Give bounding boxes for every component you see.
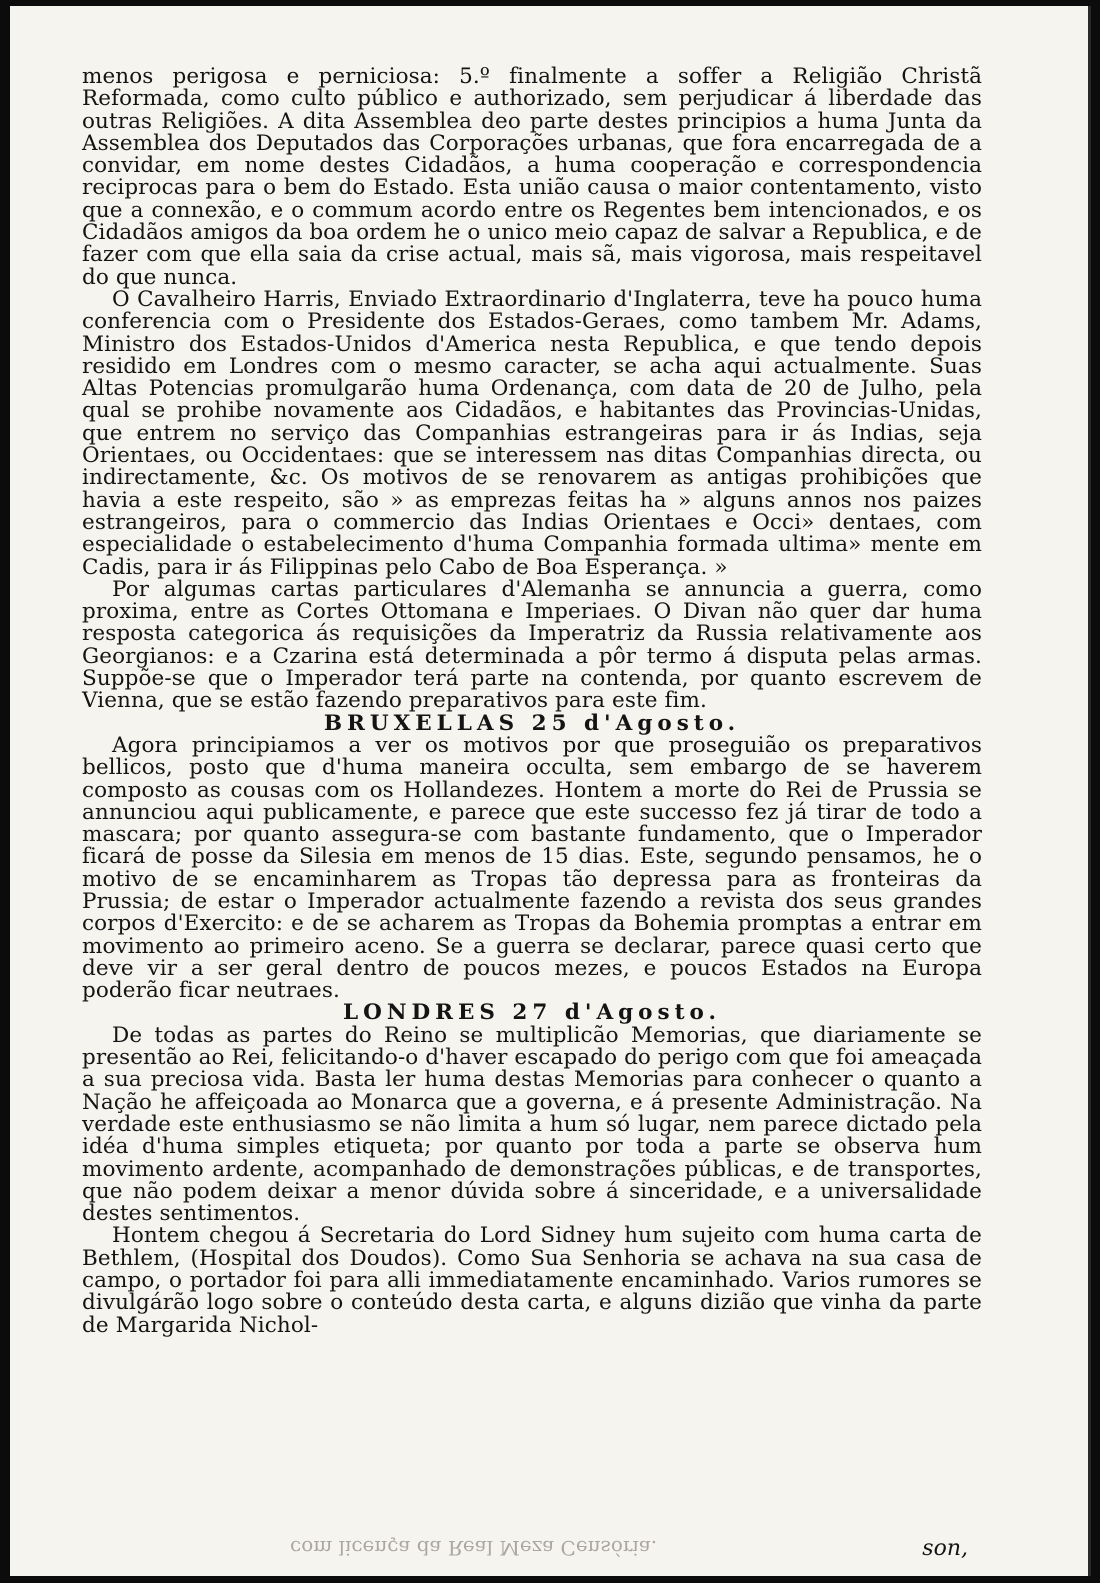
dateline-londres: LONDRES 27 d'Agosto. — [343, 1000, 721, 1026]
dateline-bruxellas: BRUXELLAS 25 d'Agosto. — [323, 710, 741, 736]
paragraph: Agora principiamos a ver os motivos por que proseguião os preparativos bellicos, posto que d'huma maneira occulta, sem embargo de se haverem composto as cousas com os Hollandezes. Hontem a morte do Rei de Prussia se annunciou aqui publicamente, e parece que este successo fez já tirar de todo a mascara; por quanto assegura-se com bastante fundamento, que o Imperador ficará de posse da Silesia em menos de 15 dias. Este, segundo pensamos, he o motivo de se encaminharem as Tropas tão depressa para as fronteiras da Prussia; de estar o Imperador actualmente fazendo a revista dos seus grandes corpos d'Exercito: e de se acharem as Tropas da Bohemia promptas a entrar em movimento ao primeiro aceno. Se a guerra se declarar, parece quasi certo que deve vir a ser geral dentro de poucos mezes, e poucos Estados na Europa poderão ficar neutraes. — [82, 732, 982, 1004]
paragraph: menos perigosa e perniciosa: 5.º finalmente a soffer a Religião Christã Reformada, como culto público e authorizado, sem perjudicar á liberdade das outras Religiões. A dita Assemblea deo parte destes principios a huma Junta da Assemblea dos Deputados das Corporações urbanas, que fora encarregada de a convidar, em nome destes Cidadãos, a huma cooperação e correspondencia reciprocas para o bem do Estado. Esta união causa o maior contentamento, visto que a connexão, e o commum acordo entre os Regentes bem intencionados, e os Cidadãos amigos da boa ordem he o unico meio capaz de salvar a Republica, e de fazer com que ella saia da crise actual, mais sã, mais vigorosa, mais respeitavel do que nunca. — [82, 64, 982, 290]
bleed-through-text: com licença da Real Meza Censória. — [290, 1536, 658, 1560]
paragraph: Por algumas cartas particulares d'Alemanha se annuncia a guerra, como proxima, entre as Cortes Ottomana e Imperiaes. O Divan não quer dar huma resposta categorica ás requisições da Imperatriz da Russia relativamente aos Georgianos: e a Czarina está determinada a pôr termo á disputa pelas armas. Suppõe-se que o Imperador terá parte na contenda, por quanto escrevem de Vienna, que se estão fazendo preparativos para este fim. — [82, 576, 982, 714]
paragraph: Hontem chegou á Secretaria do Lord Sidney hum sujeito com huma carta de Bethlem, (Hospital dos Doudos). Como Sua Senhoria se achava na sua casa de campo, o portador foi para alli immediatamente encaminhado. Varios rumores se divulgárão logo sobre o conteúdo desta carta, e alguns dizião que vinha da parte de Margarida Nichol- — [82, 1223, 982, 1338]
catchword: son, — [922, 1536, 968, 1561]
paragraph: O Cavalheiro Harris, Enviado Extraordinario d'Inglaterra, teve ha pouco huma conferencia com o Presidente dos Estados-Geraes, como tambem Mr. Adams, Ministro dos Estados-Unidos d'America nesta Republica, e que tendo depois residido em Londres com o mesmo caracter, se acha aqui actualmente. Suas Altas Potencias promulgarão huma Ordenança, com data de 20 de Julho, pela qual se prohibe novamente aos Cidadãos, e habitantes das Provincias-Unidas, que entrem no serviço das Companhias estrangeiras para ir ás Indias, seja Orientaes, ou Occidentaes: que se interessem nas ditas Companhias directa, ou indirectamente, &c. Os motivos de se renovarem as antigas prohibições que havia a este respeito, são » as emprezas feitas ha » alguns annos nos paizes estrangeiros, para o commercio das Indias Orientaes e Occi» dentaes, com especialidade o estabelecimento d'huma Companhia formada ultima» mente em Cadis, para ir ás Filippinas pelo Cabo de Boa Esperança. » — [82, 286, 982, 580]
body-text — [82, 66, 982, 1337]
document-page — [10, 6, 1091, 1576]
paragraph: De todas as partes do Reino se multiplicão Memorias, que diariamente se presentão ao Rei, felicitando-o d'haver escapado do perigo com que foi ameaçada a sua preciosa vida. Basta ler huma destas Memorias para conhecer o quanto a Nação he affeiçoada ao Monarca que a governa, e á presente Administração. Na verdade este enthusiasmo se não limita a hum só lugar, nem parece dictado pela idéa d'huma simples etiqueta; por quanto por toda a parte se observa hum movimento ardente, acompanhado de demonstrações públicas, e de transportes, que não podem deixar a menor dúvida sobre á sinceridade, e a universalidade destes sentimentos. — [82, 1022, 982, 1227]
scan-edge — [0, 0, 10, 1583]
